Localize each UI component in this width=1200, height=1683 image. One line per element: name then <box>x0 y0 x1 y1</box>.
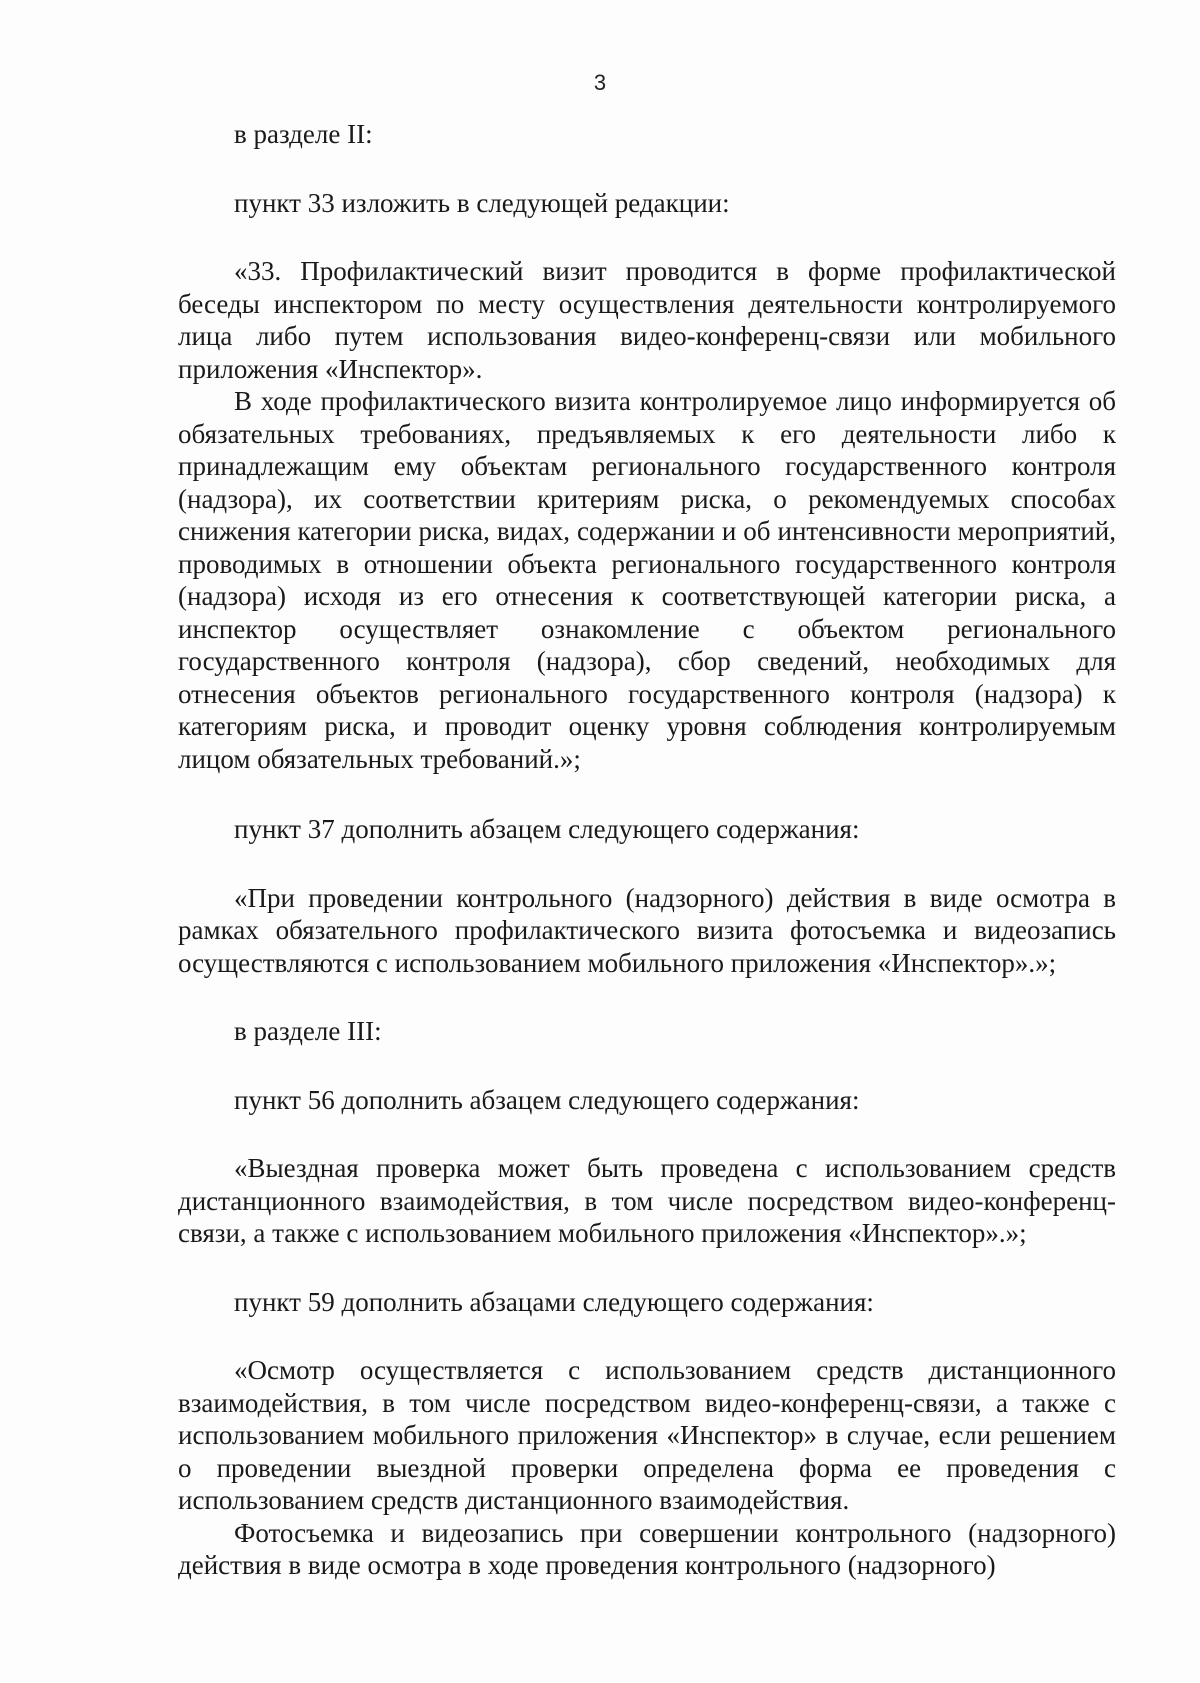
page-number: 3 <box>593 70 607 95</box>
clause-56-paragraph: «Выездная проверка может быть проведена с использованием средств дистанционного взаимодействия, в том числе посредством видео-конференц-связи, а также с использованием мобильного приложения «Инспектор».»; <box>178 1153 1116 1248</box>
clause-56-instruction: пункт 56 дополнить абзацем следующего содержания: <box>234 1084 860 1115</box>
document-body <box>178 118 1116 1582</box>
clause-59-paragraph-2: Фотосъемка и видеозапись при совершении контрольного (надзорного) действия в виде осмотра в ходе проведения контрольного (надзорного) <box>178 1517 1116 1580</box>
clause-59-paragraph-1: «Осмотр осуществляется с использованием средств дистанционного взаимодействия, в том числе посредством видео-конференц-связи, а также с использованием мобильного приложения «Инспектор» в случае, если решением о проведении выездной проверки определена форма ее проведения с использованием средств дистанционного взаимодействия. <box>178 1355 1116 1515</box>
clause-37-instruction: пункт 37 дополнить абзацем следующего содержания: <box>234 814 860 844</box>
clause-33-paragraph-2: В ходе профилактического визита контролируемое лицо информируется об обязательных требованиях, предъявляемых к его деятельности либо к принадлежащим ему объектам регионального государственного контроля (надзора), их соответствии критериям риска, о рекомендуемых способах снижения категории риска, видах, содержании и об интенсивности мероприятий, проводимых в отношении объекта регионального государственного контроля (надзора) исходя из его отнесения к соответствующей категории риска, а инспектор осуществляет ознакомление с объектом регионального государственного контроля (надзора), сбор сведений, необходимых для отнесения объектов регионального государственного контроля (надзора) к категориям риска, и проводит оценку уровня соблюдения контролируемым лицом обязательных требований.»; <box>178 386 1116 774</box>
clause-33-instruction: пункт 33 изложить в следующей редакции: <box>234 187 730 218</box>
clause-33-paragraph-1: «33. Профилактический визит проводится в форме профилактической беседы инспектором по месту осуществления деятельности контролируемого лица либо путем использования видео-конференц-связи или мобильного приложения «Инспектор». <box>178 256 1116 384</box>
section-heading-3: в разделе III: <box>234 1016 382 1046</box>
section-heading-2: в разделе II: <box>234 119 373 149</box>
clause-59-instruction: пункт 59 дополнить абзацами следующего содержания: <box>234 1286 874 1317</box>
clause-37-paragraph: «При проведении контрольного (надзорного) действия в виде осмотра в рамках обязательного профилактического визита фотосъемка и видеозапись осуществляются с использованием мобильного приложения «Инспектор».»; <box>178 882 1116 978</box>
